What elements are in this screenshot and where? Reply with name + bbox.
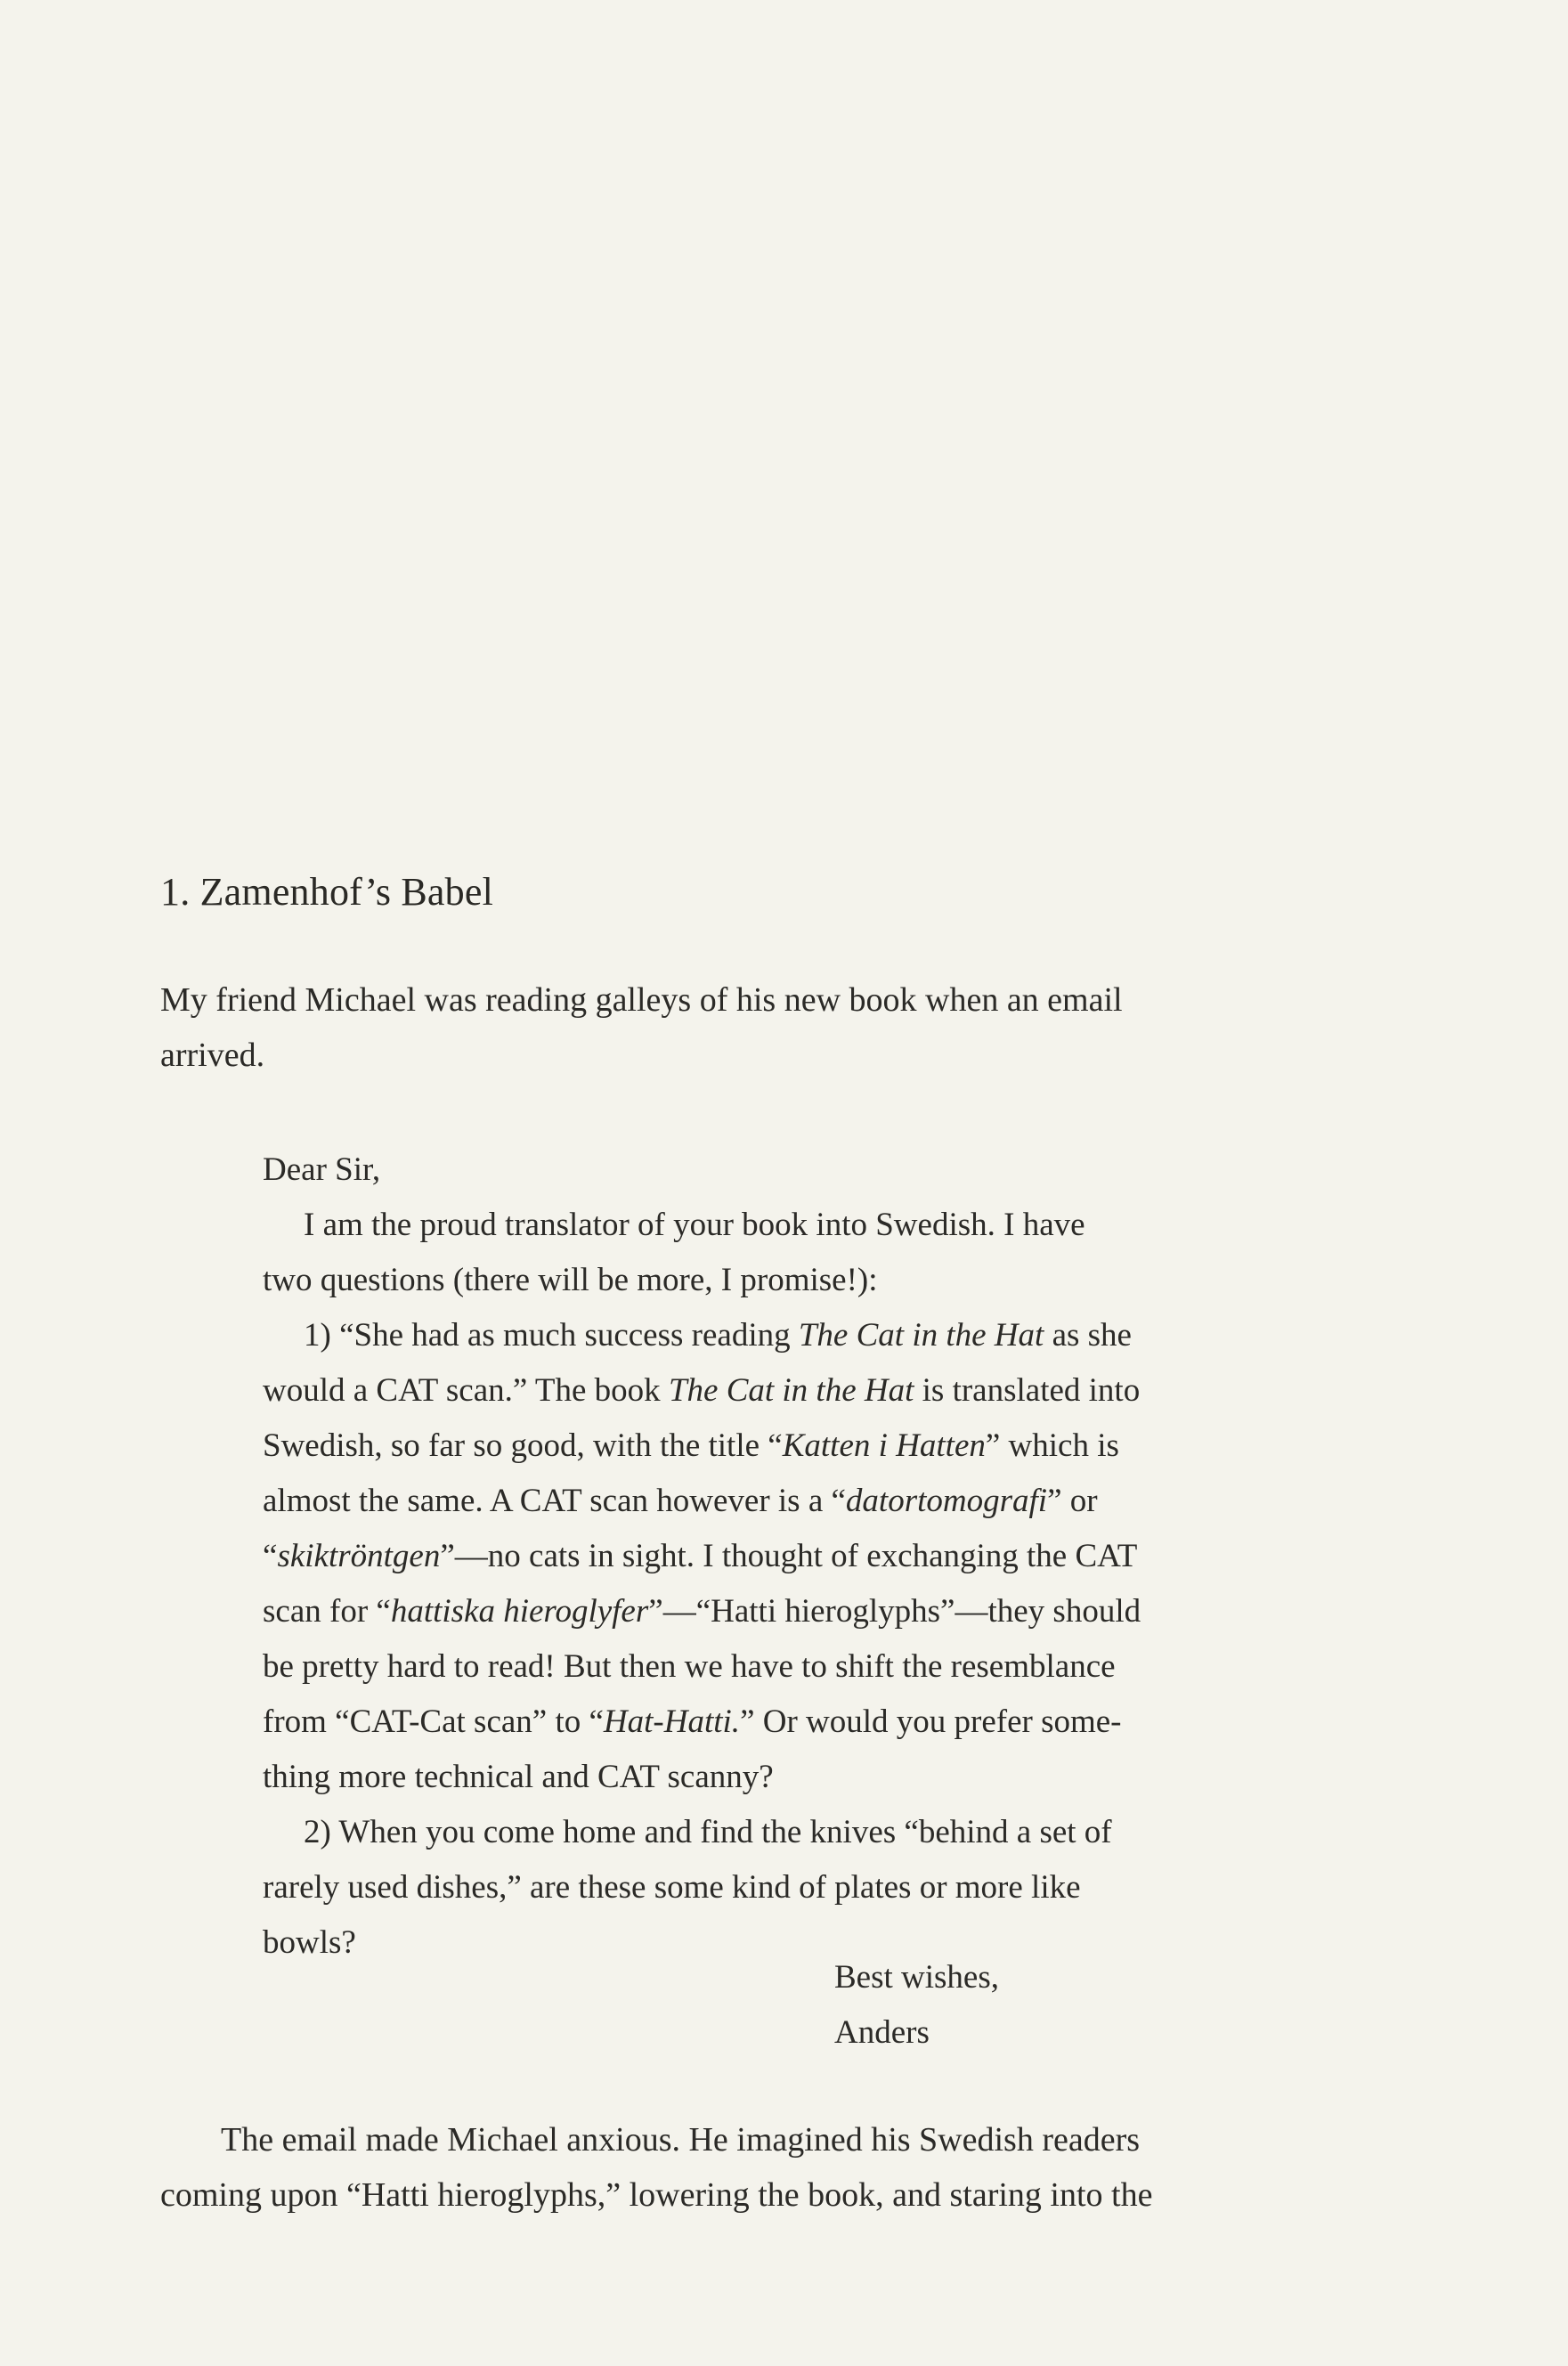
italic-term: Hat-Hatti. <box>603 1703 741 1740</box>
letter-line <box>263 1584 1278 1639</box>
italic-term: Katten i Hatten <box>782 1427 986 1464</box>
letter-line <box>263 1308 1278 1363</box>
chapter-title: 1. Zamenhof’s Babel <box>160 870 494 914</box>
intro-line: arrived. <box>160 1037 265 1074</box>
letter-paragraph-1 <box>263 1198 1278 1308</box>
italic-term: datortomografi <box>845 1483 1048 1519</box>
letter-paragraph-2 <box>263 1308 1278 1805</box>
quoted-email <box>263 1142 1278 1971</box>
intro-paragraph <box>160 972 1425 1083</box>
text-run: almost the same. A CAT scan however is a “ <box>263 1483 846 1519</box>
text-run: from “CAT-Cat scan” to “ <box>263 1703 604 1740</box>
letter-line <box>263 1363 1278 1419</box>
book-title-italic: The Cat in the Hat <box>798 1317 1044 1354</box>
following-paragraph <box>160 2112 1425 2223</box>
letter-line <box>263 1419 1278 1474</box>
letter-line: rarely used dishes,” are these some kind of plates or more like <box>263 1869 1081 1906</box>
italic-term: skiktröntgen <box>277 1538 441 1574</box>
letter-salutation: Dear Sir, <box>263 1151 381 1188</box>
text-run: ”—“Hatti hieroglyphs”—they should <box>648 1593 1141 1630</box>
text-run: scan for “ <box>263 1593 391 1630</box>
letter-line: bowls? <box>263 1924 356 1961</box>
italic-term: hattiska hieroglyfer <box>390 1593 649 1630</box>
text-run: would a CAT scan.” The book <box>263 1372 669 1409</box>
paragraph-line: The email made Michael anxious. He imagined his Swedish readers <box>221 2121 1141 2159</box>
intro-line: My friend Michael was reading galleys of his new book when an email <box>160 981 1123 1019</box>
text-run: Swedish, so far so good, with the title “ <box>263 1427 783 1464</box>
text-run: as she <box>1044 1317 1132 1354</box>
letter-signoff <box>834 1950 999 2061</box>
letter-line: two questions (there will be more, I promise!): <box>263 1262 878 1298</box>
letter-line <box>263 1529 1278 1584</box>
text-run: ”—no cats in sight. I thought of exchanging the CAT <box>440 1538 1138 1574</box>
text-run: 1) “She had as much success reading <box>304 1317 799 1354</box>
letter-line: thing more technical and CAT scanny? <box>263 1759 774 1795</box>
letter-paragraph-3 <box>263 1805 1278 1971</box>
letter-line: I am the proud translator of your book into Swedish. I have <box>304 1207 1085 1243</box>
letter-closing: Best wishes, <box>834 1959 999 1996</box>
text-run: “ <box>263 1538 278 1574</box>
letter-line <box>263 1474 1278 1529</box>
letter-line: be pretty hard to read! But then we have to shift the resemblance <box>263 1648 1116 1685</box>
letter-signature: Anders <box>834 2014 930 2051</box>
letter-line <box>263 1695 1278 1750</box>
letter-line: 2) When you come home and find the knives “behind a set of <box>304 1814 1112 1850</box>
text-run: is translated into <box>914 1372 1141 1409</box>
text-run: ” Or would you prefer some- <box>740 1703 1122 1740</box>
text-run: ” which is <box>985 1427 1119 1464</box>
book-title-italic: The Cat in the Hat <box>668 1372 914 1409</box>
paragraph-line: coming upon “Hatti hieroglyphs,” lowering the book, and staring into the <box>160 2176 1153 2214</box>
text-run: ” or <box>1047 1483 1098 1519</box>
